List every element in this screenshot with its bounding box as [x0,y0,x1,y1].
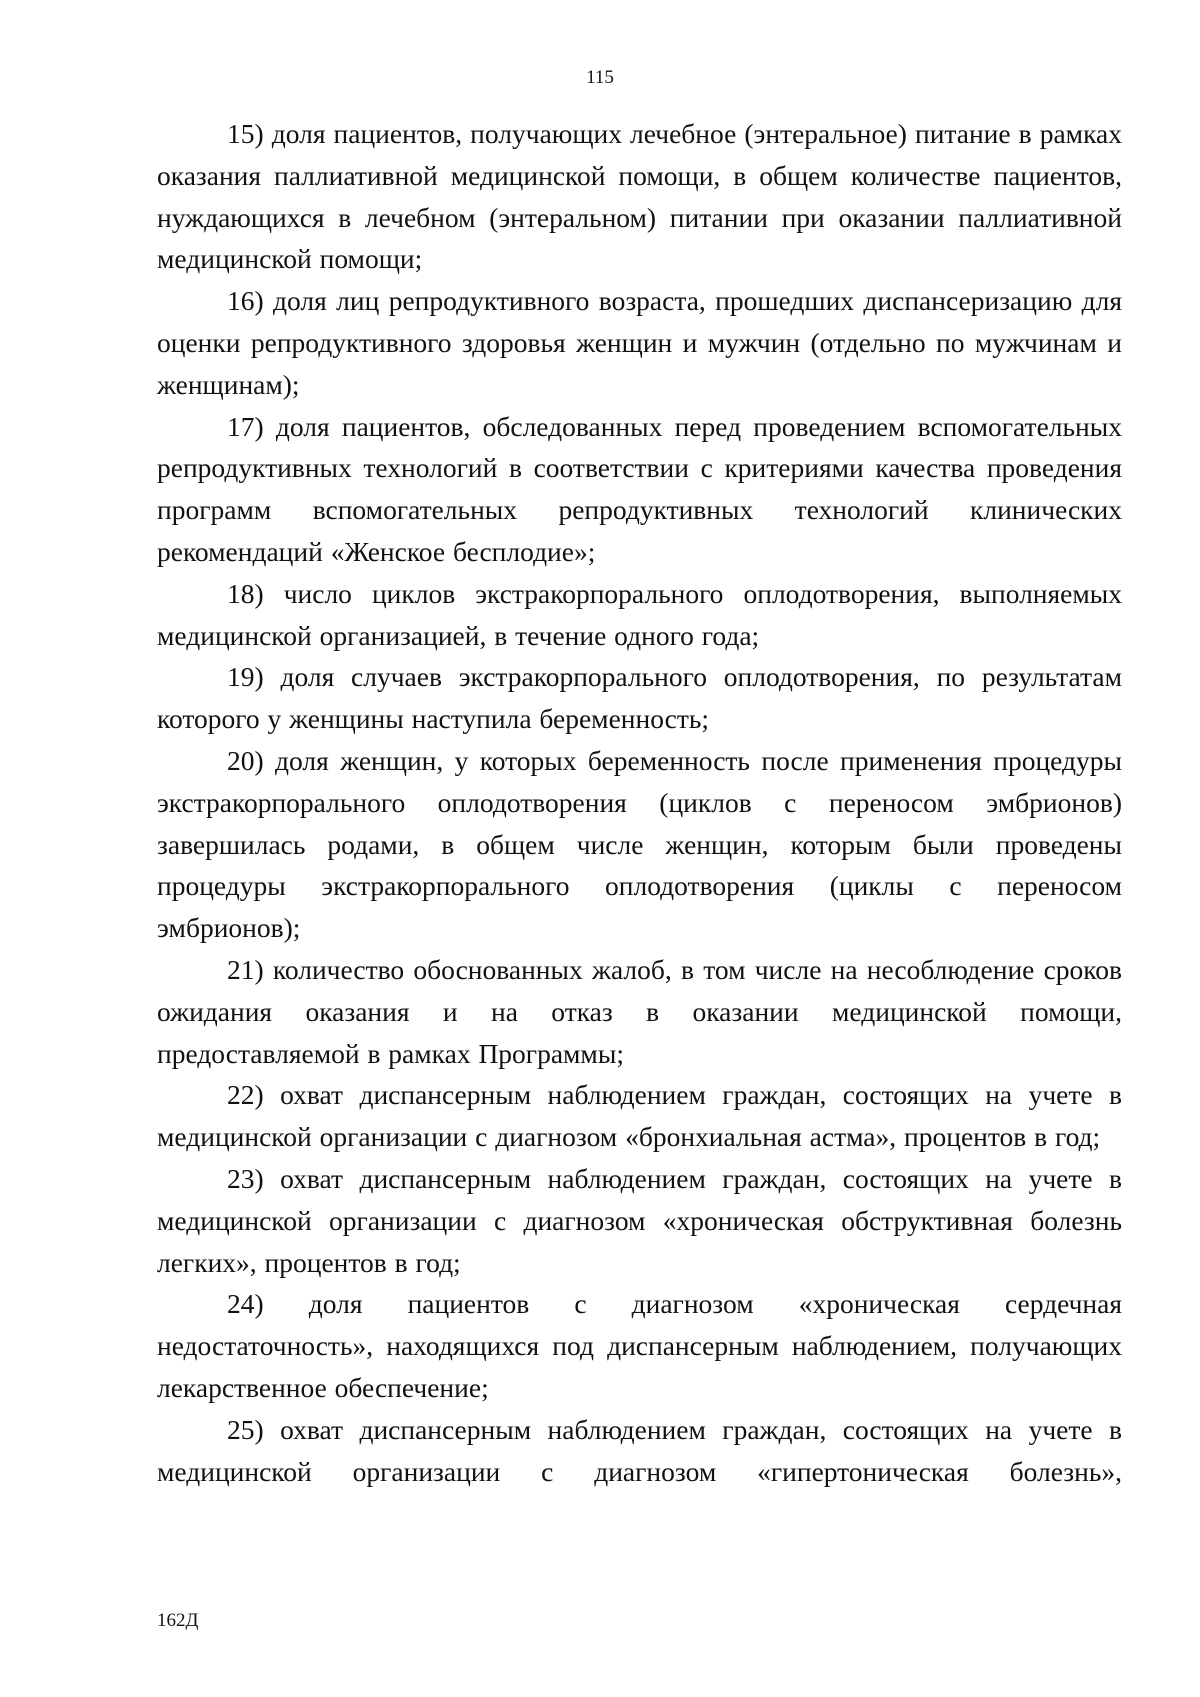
list-item: 19) доля случаев экстракорпорального оплодотворения, по результатам которого у женщины наступила беременность; [157,661,1122,735]
list-item: 22) охват диспансерным наблюдением граждан, состоящих на учете в медицинской организации с диагнозом «бронхиальная астма», процентов в год; [157,1079,1122,1153]
list-item: 18) число циклов экстракорпорального оплодотворения, выполняемых медицинской организацией, в течение одного года; [157,577,1122,651]
list-item: 16) доля лиц репродуктивного возраста, прошедших диспансеризацию для оценки репродуктивного здоровья женщин и мужчин (отдельно по мужчинам и женщинам); [157,285,1122,400]
list-item: 23) охват диспансерным наблюдением граждан, состоящих на учете в медицинской организации с диагнозом «хроническая обструктивная болезнь легких», процентов в год; [157,1162,1122,1278]
list-item: 15) доля пациентов, получающих лечебное (энтеральное) питание в рамках оказания паллиативной медицинской помощи, в общем количестве пациентов, нуждающихся в лечебном (энтеральном) питании при оказании паллиативной медицинской помощи; [157,118,1122,275]
page-number: 115 [586,67,614,88]
document-code: 162Д [157,1610,199,1631]
list-item: 25) охват диспансерным наблюдением граждан, состоящих на учете в медицинской организации с диагнозом «гипертоническая болезнь», [157,1413,1122,1487]
list-item: 21) количество обоснованных жалоб, в том числе на несоблюдение сроков ожидания оказания и на отказ в оказании медицинской помощи, предоставляемой в рамках Программы; [157,953,1122,1069]
list-item: 20) доля женщин, у которых беременность после применения процедуры экстракорпорального оплодотворения (циклов с переносом эмбрионов) завершилась родами, в общем числе женщин, которым были проведены процедуры экстракорпорального оплодотворения (циклы с переносом эмбрионов); [157,744,1122,944]
list-item: 17) доля пациентов, обследованных перед проведением вспомогательных репродуктивных технологий в соответствии с критериями качества проведения программ вспомогательных репродуктивных технологий клинических рекомендаций «Женское бесплодие»; [157,410,1122,567]
list-item: 24) доля пациентов с диагнозом «хроническая сердечная недостаточность», находящихся под диспансерным наблюдением, получающих лекарственное обеспечение; [157,1288,1122,1403]
document-body [157,113,1122,1492]
